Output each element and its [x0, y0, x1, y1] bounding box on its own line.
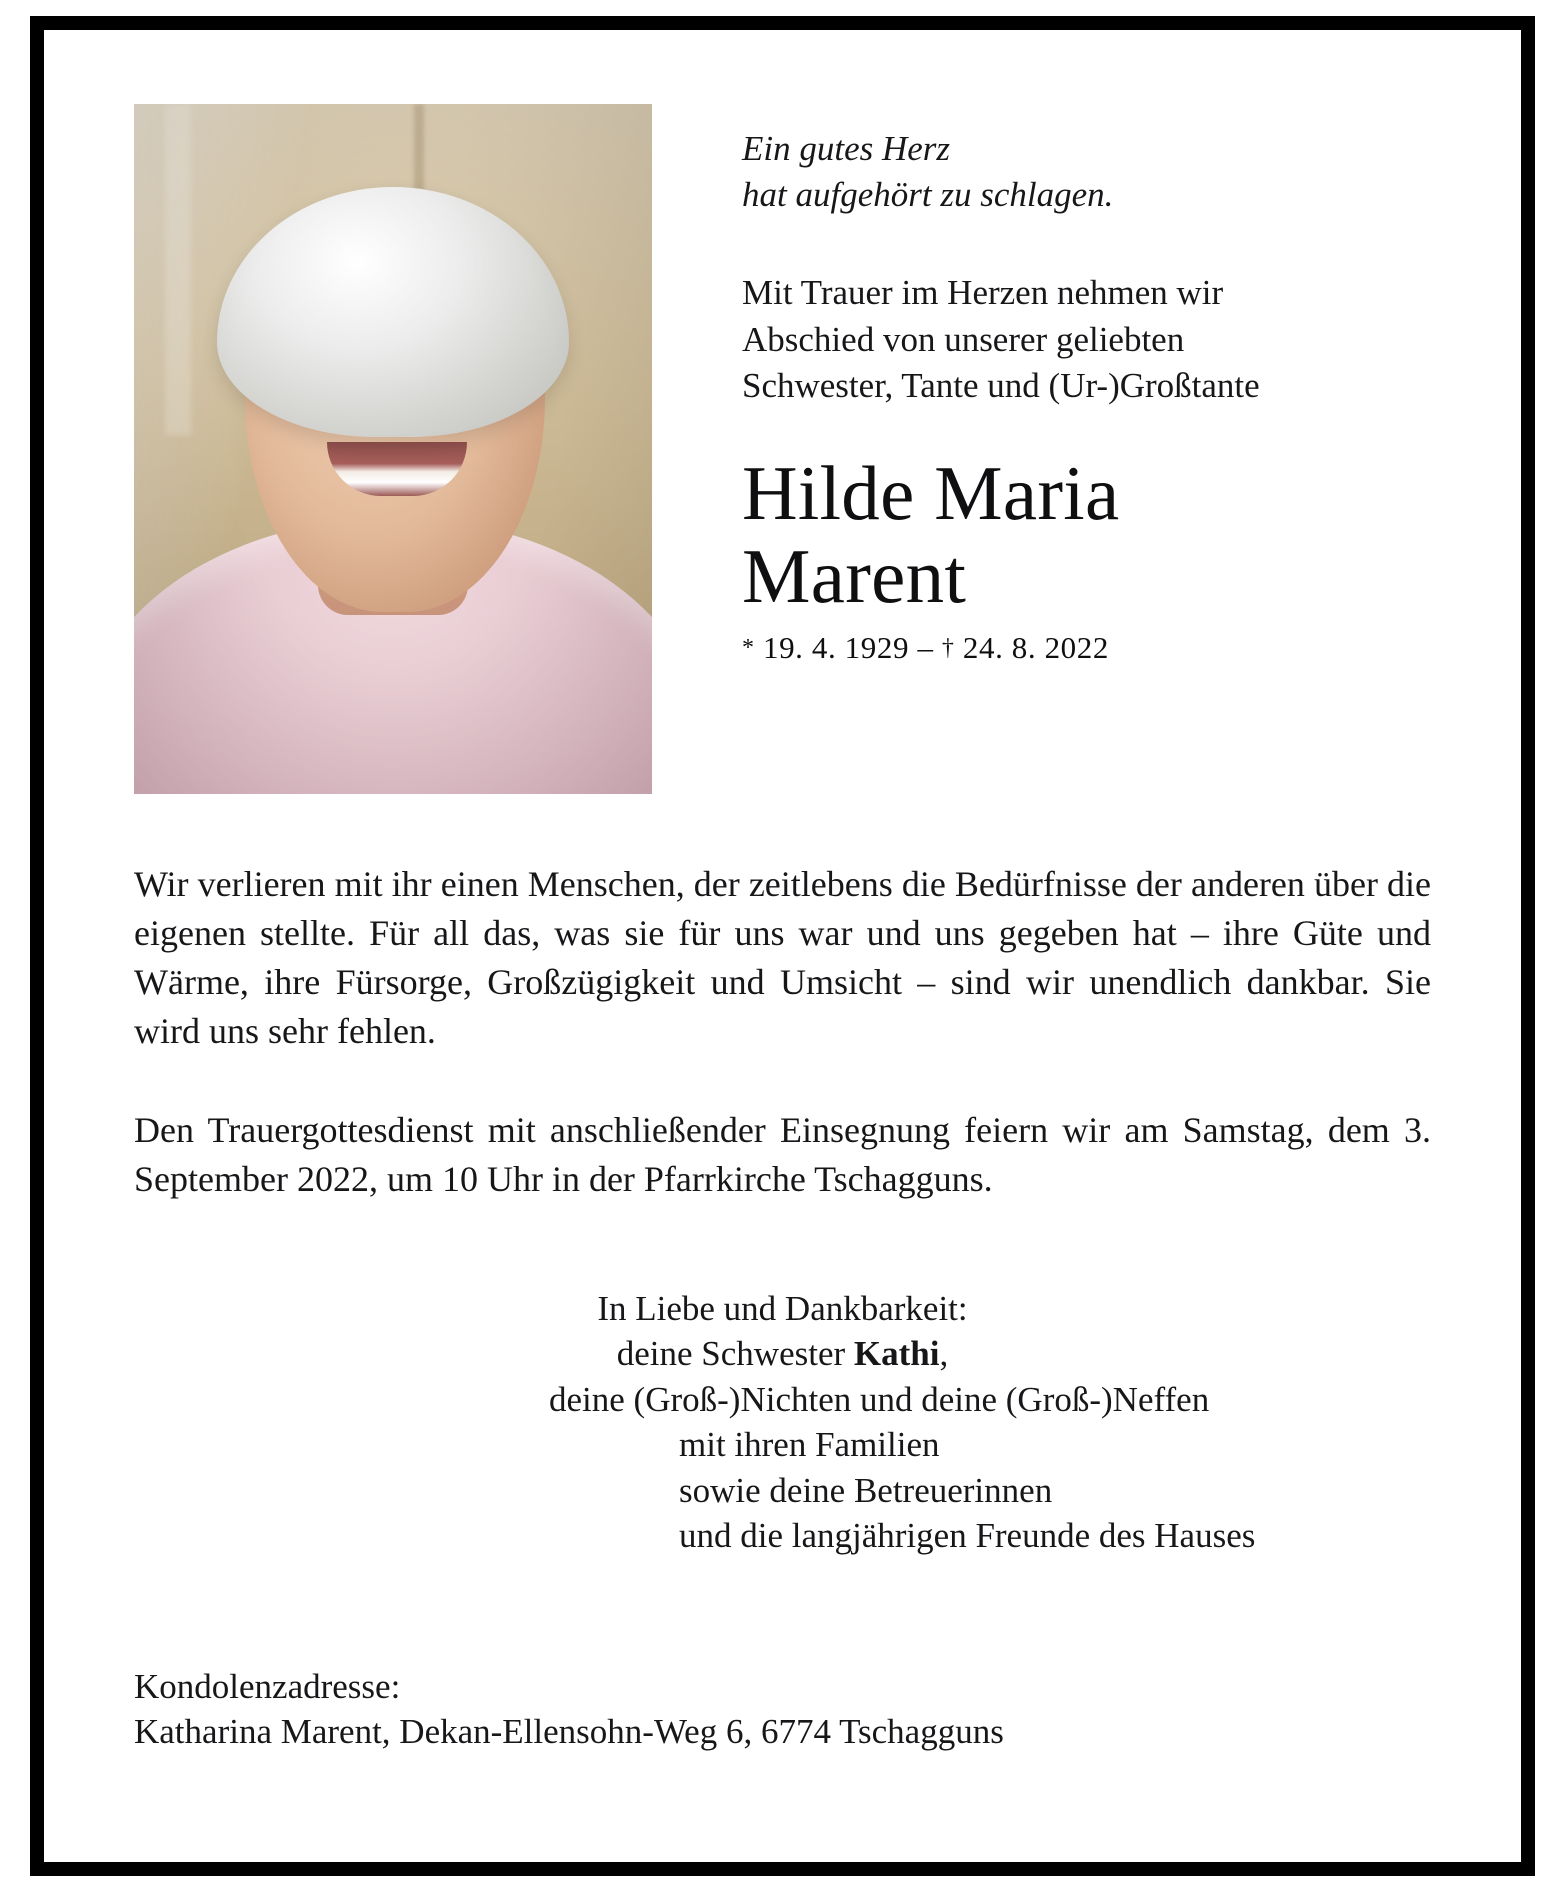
service-details-paragraph: Den Trauergottesdienst mit anschließender Einsegnung feiern wir am Samstag, dem 3. September 2022, um 10 Uhr in der Pfarrkirche Tschagguns.: [134, 1109, 1431, 1199]
signature-line-carers: sowie deine Betreuerinnen: [679, 1470, 1053, 1510]
birth-symbol-icon: *: [742, 635, 755, 662]
verse-line-2: hat aufgehört zu schlagen.: [742, 175, 1114, 215]
condolence-label: Kondolenzadresse:: [134, 1666, 401, 1706]
death-date: 24. 8. 2022: [962, 630, 1109, 666]
life-dates: [742, 630, 1431, 666]
header-text-column: [652, 104, 1431, 666]
signature-line-nieces-nephews: deine (Groß-)Nichten und deine (Groß-)Neffen: [549, 1379, 1210, 1419]
condolence-address: Katharina Marent, Dekan-Ellensohn-Weg 6, 6774 Tschagguns: [134, 1712, 1004, 1752]
date-separator: –: [917, 630, 934, 666]
signature-block: [134, 1286, 1431, 1559]
portrait-photo: [134, 104, 652, 794]
signature-heading: In Liebe und Dankbarkeit:: [597, 1288, 968, 1328]
notice-content: [44, 30, 1521, 1862]
remembrance-paragraph: Wir verlieren mit ihr einen Menschen, der zeitlebens die Bedürfnisse der anderen über die eigenen stellte. Für all das, was sie für uns war und uns gegeben hat – ihre Güte und Wärme, ihre Fürsorge, Großzügigkeit und Umsicht – sind wir unendlich dankbar. Sie wird uns sehr fehlen.: [134, 864, 1431, 1051]
signature-line-sister: [134, 1331, 1431, 1377]
name-line-1: Hilde Maria: [742, 450, 1120, 537]
intro-line-2: Abschied von unserer geliebten: [742, 319, 1185, 359]
notice-header: [134, 104, 1431, 794]
signature-sister-suffix: ,: [939, 1334, 949, 1374]
condolence-block: [134, 1664, 1431, 1755]
mourning-border-frame: [30, 16, 1535, 1876]
intro-line-3: Schwester, Tante und (Ur-)Großtante: [742, 366, 1260, 406]
verse-line-1: Ein gutes Herz: [742, 129, 951, 168]
intro-text: [742, 270, 1422, 410]
intro-line-1: Mit Trauer im Herzen nehmen wir: [742, 273, 1224, 313]
signature-sister-prefix: deine Schwester: [616, 1334, 854, 1374]
birth-date: 19. 4. 1929: [762, 630, 910, 666]
mourning-verse: [742, 126, 1431, 218]
photo-vignette: [134, 104, 652, 794]
notice-body: [134, 860, 1431, 1204]
cross-symbol-icon: †: [941, 635, 955, 662]
signature-line-families: mit ihren Familien: [679, 1425, 940, 1465]
name-line-2: Marent: [742, 533, 967, 620]
signature-line-friends: und die langjährigen Freunde des Hauses: [679, 1516, 1256, 1556]
deceased-name: [742, 452, 1431, 618]
signature-sister-name: Kathi: [853, 1334, 940, 1374]
